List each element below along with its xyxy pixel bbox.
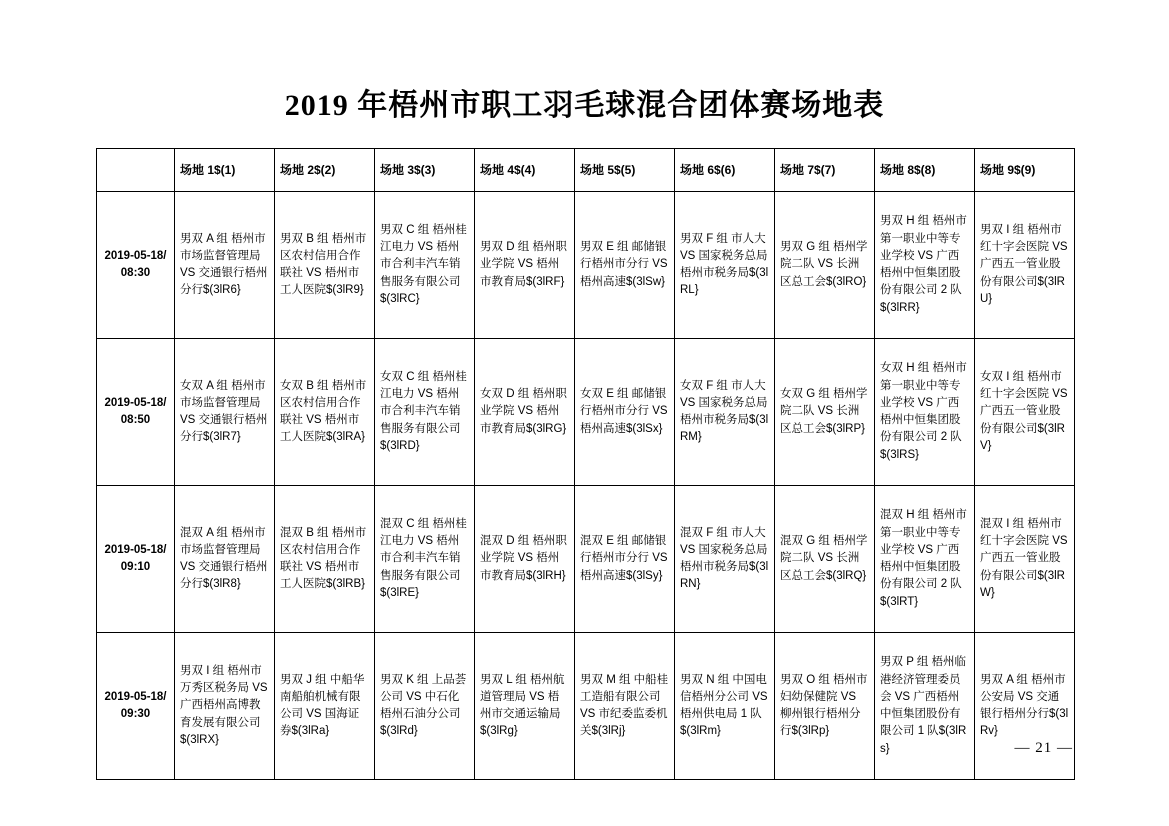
- match-cell: 女双 G 组 梧州学院二队 VS 长洲区总工会$(3lRP}: [775, 339, 875, 486]
- match-cell: 女双 I 组 梧州市红十字会医院 VS 广西五一管业股份有限公司$(3lRV}: [975, 339, 1075, 486]
- match-cell: 男双 K 组 上品荟公司 VS 中石化梧州石油分公司$(3lRd}: [375, 633, 475, 780]
- schedule-table: [96, 148, 1075, 780]
- row-time-label: 2019-05-18/09:10: [97, 486, 175, 633]
- match-cell: 男双 I 组 梧州市红十字会医院 VS 广西五一管业股份有限公司$(3lRU}: [975, 192, 1075, 339]
- table-corner-cell: [97, 149, 175, 192]
- match-cell: 女双 E 组 邮储银行梧州市分行 VS 梧州高速$(3lSx}: [575, 339, 675, 486]
- table-header-row: [97, 149, 1075, 192]
- match-cell: 男双 M 组 中船桂工造船有限公司 VS 市纪委监委机关$(3lRj}: [575, 633, 675, 780]
- match-cell: 男双 C 组 梧州桂江电力 VS 梧州市合利丰汽车销售服务有限公司$(3lRC}: [375, 192, 475, 339]
- table-row: [97, 486, 1075, 633]
- match-cell: 男双 J 组 中船华南船舶机械有限公司 VS 国海证券$(3lRa}: [275, 633, 375, 780]
- column-header-venue-7: 场地 7$(7): [775, 149, 875, 192]
- column-header-venue-3: 场地 3$(3): [375, 149, 475, 192]
- table-row: [97, 633, 1075, 780]
- table-row: [97, 192, 1075, 339]
- match-cell: 女双 A 组 梧州市市场监督管理局 VS 交通银行梧州分行$(3lR7}: [175, 339, 275, 486]
- match-cell: 男双 P 组 梧州临港经济管理委员会 VS 广西梧州中恒集团股份有限公司 1 队$(3lRs}: [875, 633, 975, 780]
- match-cell: 女双 D 组 梧州职业学院 VS 梧州市教育局$(3lRG}: [475, 339, 575, 486]
- row-time-label: 2019-05-18/08:50: [97, 339, 175, 486]
- column-header-venue-8: 场地 8$(8): [875, 149, 975, 192]
- match-cell: 男双 H 组 梧州市第一职业中等专业学校 VS 广西梧州中恒集团股份有限公司 2 队$(3lRR}: [875, 192, 975, 339]
- match-cell: 混双 D 组 梧州职业学院 VS 梧州市教育局$(3lRH}: [475, 486, 575, 633]
- schedule-table-container: [96, 148, 1074, 780]
- match-cell: 混双 F 组 市人大 VS 国家税务总局梧州市税务局$(3lRN}: [675, 486, 775, 633]
- match-cell: 混双 A 组 梧州市市场监督管理局 VS 交通银行梧州分行$(3lR8}: [175, 486, 275, 633]
- match-cell: 混双 H 组 梧州市第一职业中等专业学校 VS 广西梧州中恒集团股份有限公司 2 队$(3lRT}: [875, 486, 975, 633]
- match-cell: 男双 F 组 市人大 VS 国家税务总局梧州市税务局$(3lRL}: [675, 192, 775, 339]
- match-cell: 混双 C 组 梧州桂江电力 VS 梧州市合利丰汽车销售服务有限公司$(3lRE}: [375, 486, 475, 633]
- column-header-venue-4: 场地 4$(4): [475, 149, 575, 192]
- column-header-venue-1: 场地 1$(1): [175, 149, 275, 192]
- match-cell: 男双 N 组 中国电信梧州分公司 VS 梧州供电局 1 队$(3lRm}: [675, 633, 775, 780]
- page-number: — 21 —: [1014, 740, 1073, 756]
- match-cell: 女双 F 组 市人大 VS 国家税务总局梧州市税务局$(3lRM}: [675, 339, 775, 486]
- page-title: 2019 年梧州市职工羽毛球混合团体赛场地表: [284, 89, 885, 122]
- match-cell: 男双 A 组 梧州市公安局 VS 交通银行梧州分行$(3lRv}: [975, 633, 1075, 780]
- match-cell: 混双 E 组 邮储银行梧州市分行 VS 梧州高速$(3lSy}: [575, 486, 675, 633]
- match-cell: 混双 G 组 梧州学院二队 VS 长洲区总工会$(3lRQ}: [775, 486, 875, 633]
- match-cell: 男双 G 组 梧州学院二队 VS 长洲区总工会$(3lRO}: [775, 192, 875, 339]
- row-time-label: 2019-05-18/08:30: [97, 192, 175, 339]
- match-cell: 男双 O 组 梧州市妇幼保健院 VS 柳州银行梧州分行$(3lRp}: [775, 633, 875, 780]
- match-cell: 女双 C 组 梧州桂江电力 VS 梧州市合利丰汽车销售服务有限公司$(3lRD}: [375, 339, 475, 486]
- table-header: [97, 149, 1075, 192]
- row-time-label: 2019-05-18/09:30: [97, 633, 175, 780]
- table-body: [97, 192, 1075, 780]
- column-header-venue-6: 场地 6$(6): [675, 149, 775, 192]
- match-cell: 男双 L 组 梧州航道管理局 VS 梧州市交通运输局$(3lRg}: [475, 633, 575, 780]
- match-cell: 男双 A 组 梧州市市场监督管理局 VS 交通银行梧州分行$(3lR6}: [175, 192, 275, 339]
- match-cell: 女双 B 组 梧州市区农村信用合作联社 VS 梧州市工人医院$(3lRA}: [275, 339, 375, 486]
- match-cell: 男双 E 组 邮储银行梧州市分行 VS 梧州高速$(3lSw}: [575, 192, 675, 339]
- match-cell: 男双 B 组 梧州市区农村信用合作联社 VS 梧州市工人医院$(3lR9}: [275, 192, 375, 339]
- match-cell: 男双 D 组 梧州职业学院 VS 梧州市教育局$(3lRF}: [475, 192, 575, 339]
- column-header-venue-9: 场地 9$(9): [975, 149, 1075, 192]
- column-header-venue-5: 场地 5$(5): [575, 149, 675, 192]
- match-cell: 男双 I 组 梧州市万秀区税务局 VS 广西梧州高博教育发展有限公司$(3lRX}: [175, 633, 275, 780]
- column-header-venue-2: 场地 2$(2): [275, 149, 375, 192]
- table-row: [97, 339, 1075, 486]
- match-cell: 混双 B 组 梧州市区农村信用合作联社 VS 梧州市工人医院$(3lRB}: [275, 486, 375, 633]
- match-cell: 女双 H 组 梧州市第一职业中等专业学校 VS 广西梧州中恒集团股份有限公司 2 队$(3lRS}: [875, 339, 975, 486]
- match-cell: 混双 I 组 梧州市红十字会医院 VS 广西五一管业股份有限公司$(3lRW}: [975, 486, 1075, 633]
